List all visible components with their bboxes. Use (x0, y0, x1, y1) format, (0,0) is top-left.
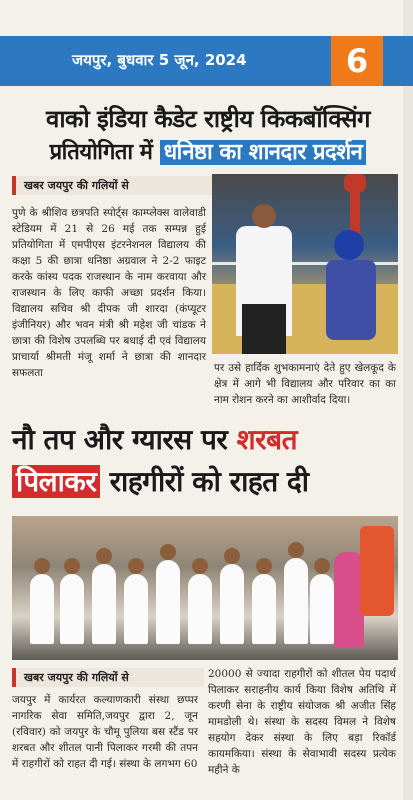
story2-body-left: जयपुर में कार्यरत कल्याणकारी संस्था छप्पर नागरिक सेवा समिति,जयपुर द्वारा 2, जून (रविवार) को जयपुर के चौमू पुलिया बस स्टैंड पर शरबत और शीतल पानी पिलाकर गरमी की तपन में राहगीरों को राहत दी गई। संस्था के लगभग 60 (12, 694, 198, 770)
person-figure (220, 564, 244, 644)
story2-byline: खबर जयपुर की गलियों से (12, 668, 204, 687)
person-figure (252, 574, 276, 644)
story2-headline-plain: नौ तप और ग्यारस पर (12, 423, 228, 456)
boxing-glove-icon (344, 174, 366, 192)
person-figure (124, 574, 148, 644)
person-figure (156, 560, 180, 644)
person-figure (92, 564, 116, 644)
story1-headline-line2 (16, 136, 400, 166)
story1-body-right: पर उसे हार्दिक शुभकामनाएं देते हुए खेलकूद के क्षेत्र में आगे भी विद्यालय और परिवार का का नाम रोशन करने का आशीर्वाद दिया। (214, 362, 396, 406)
referee-head (252, 204, 276, 228)
header-date: जयपुर, बुधवार 5 जून, 2024 (72, 51, 247, 69)
story2-headline-red: शरबत (236, 423, 298, 456)
story2-body-right: 20000 से ज्यादा राहगीरों को शीतल पेय पदार्थ पिलाकर सराहनीय कार्य किया विशेष अतिथि में करणी सेना के राष्ट्रीय संयोजक श्री अजीत सिंह मामडोली थे। संस्था के सदस्य विमल ने विशेष सहयोग देकर संस्था के लिए बड़ा रिकॉर्ड कायमकिया। संस्था के सेवाभावी सदस्य प्रत्येक महीने के (208, 668, 396, 776)
page-edge (403, 0, 413, 800)
person-figure (310, 574, 334, 644)
referee-pants (242, 304, 286, 354)
story2-headline-highlight: पिलाकर (12, 465, 100, 498)
story2-headline-line2 (12, 462, 404, 500)
person-figure (284, 558, 308, 644)
story1-headline-plain: प्रतियोगिता में (49, 140, 153, 165)
person-head (34, 558, 50, 574)
vendor-cooler (360, 526, 394, 616)
story1-headline-line1: वाको इंडिया कैडेट राष्ट्रीय किकबॉक्सिंग (45, 105, 371, 133)
person-figure (188, 574, 212, 644)
boxer-helmet (334, 230, 364, 260)
person-head (96, 548, 112, 564)
story2-headline-plain2: राहगीरों को राहत दी (109, 465, 309, 498)
person-head (192, 558, 208, 574)
story1-body-left: पुणे के श्रीशिव छत्रपति स्पोर्ट्स काम्प्लेक्स वालेवाडी स्टेडियम में 21 से 26 मई तक सम्पन्न हुई प्रतियोगिता में एमपीएस इंटरनेशनल विद्यालय की कक्षा 5 की छात्रा धनिष्ठा अग्रवाल ने 2-2 फाइट करके कांस्य पदक राजस्थान के नाम करवाया और राजस्थान के लिए काफी अच्छा प्रदर्शन किया। विद्यालय सचिव श्री दीपक जी शारदा (कंप्यूटर इंजीनियर) और भवन मंत्री श्री महेश जी चांडक ने छात्रा की विशेष उपलब्धि पर बधाई दी एवं विद्यालय प्राचार्या श्रीमती मंजू शर्मा ने छात्रा की शानदार सफलता (12, 207, 206, 379)
boxer-figure (326, 260, 376, 340)
person-head (64, 558, 80, 574)
group-photo (12, 516, 398, 660)
person-head (224, 548, 240, 564)
person-head (288, 542, 304, 558)
person-figure (60, 574, 84, 644)
person-head (256, 558, 272, 574)
story2-headline-line1 (12, 420, 404, 458)
story1-headline-highlight: धनिष्ठा का शानदार प्रदर्शन (160, 140, 367, 165)
person-figure (30, 574, 54, 644)
person-head (160, 544, 176, 560)
page-number-badge: 6 (331, 36, 383, 86)
kickboxing-photo (212, 174, 398, 354)
story1-byline: खबर जयपुर की गलियों से (12, 176, 212, 195)
person-head (128, 558, 144, 574)
person-head (314, 558, 330, 574)
